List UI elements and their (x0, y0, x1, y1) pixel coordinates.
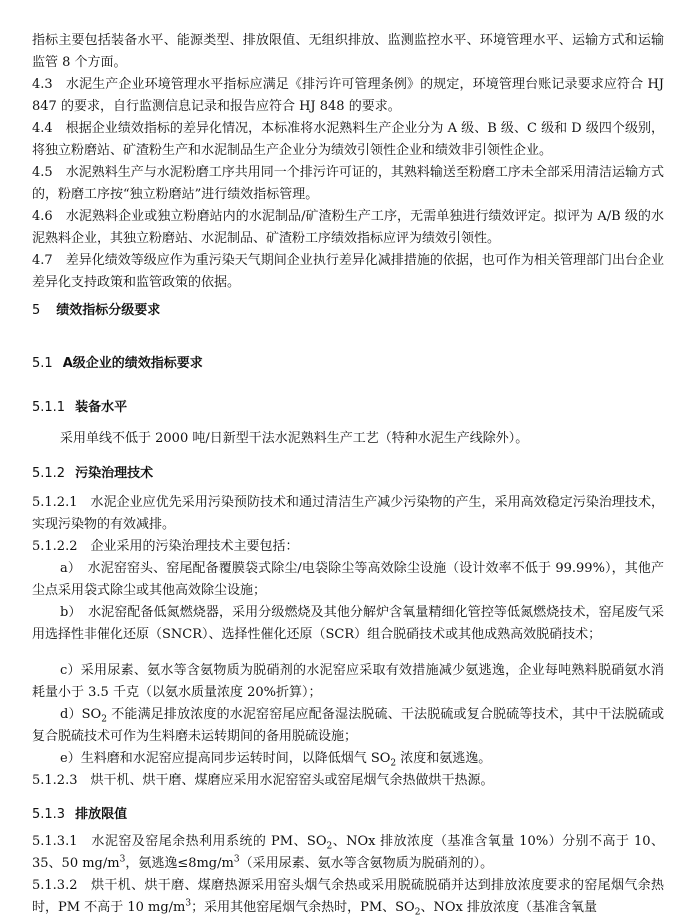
clause-4-3: 4.3 水泥生产企业环境管理水平指标应满足《排污许可管理条例》的规定，环境管理台账记录要求应符合 HJ 847 的要求，自行监测信息记录和报告应符合 HJ 848 的要求。 (32, 77, 664, 114)
item-e-text-1: e）生料磨和水泥窑应提高同步运转时间，以降低烟气 SO (60, 751, 391, 766)
section-title: 装备水平 (75, 400, 128, 415)
section-title: 绩效指标分级要求 (56, 303, 161, 318)
clause-5-1-3-2-text-3: 、NOx 排放浓度（基准含氧量 (420, 900, 597, 915)
clause-5-1-3-1-text-3: ，氨逃逸≤8mg/m (125, 856, 234, 871)
section-5-1-1-heading (32, 397, 127, 419)
item-e-subscript: 2 (390, 758, 397, 769)
clause-5-1-2-1: 5.1.2.1 水泥企业应优先采用污染预防技术和通过清洁生产减少污染物的产生，采用高效稳定污染治理技术，实现污染物的有效减排。 (32, 495, 664, 532)
clause-5-1-2-2: 5.1.2.2 企业采用的污染治理技术主要包括： (32, 539, 299, 554)
section-5-1-heading (32, 353, 203, 375)
clause-4-6: 4.6 水泥熟料企业或独立粉磨站内的水泥制品/矿渣粉生产工序，无需单独进行绩效评定。拟评为 A/B 级的水泥熟料企业，其独立粉磨站、水泥制品、矿渣粉工序绩效指标应评为绩效引领性。 (32, 209, 664, 246)
clause-4-7: 4.7 差异化绩效等级应作为重污染天气期间企业执行差异化减排措施的依据，也可作为相关管理部门出台企业差异化支持政策和监管政策的依据。 (32, 253, 664, 290)
clause-4-5: 4.5 水泥熟料生产与水泥粉磨工序共用同一个排污许可证的，其熟料输送至粉磨工序未全部采用清洁运输方式的，粉磨工序按“独立粉磨站”进行绩效指标管理。 (32, 165, 664, 202)
clause-5-1-3-2-subscript: 2 (414, 907, 421, 918)
item-c: c）采用尿素、氨水等含氨物质为脱硝剂的水泥窑应采取有效措施减少氨逃逸，企业每吨熟料脱硝氨水消耗量小于 3.5 千克（以氨水质量浓度 20%折算）； (32, 663, 664, 700)
clause-4-4: 4.4 根据企业绩效指标的差异化情况，本标准将水泥熟料生产企业分为 A 级、B 级、C 级和 D 级四个级别，将独立粉磨站、矿渣粉生产和水泥制品生产企业分为绩效引领性企业和绩效非引领性企业。 (32, 121, 664, 158)
clause-5-1-3-1-text-1: 5.1.3.1 水泥窑及窑尾余热利用系统的 PM、SO (32, 834, 327, 849)
clause-5-1-3-2-text-1: 5.1.3.2 烘干机、烘干磨、煤磨热源采用窑头烟气余热或采用脱硫脱硝并达到排放浓度要求的窑尾烟气余热时，PM 不高于 10 mg/m (32, 878, 664, 915)
section-number: 5.1.2 (32, 466, 66, 481)
section-number: 5.1.3 (32, 807, 66, 822)
clause-5-1-3-2-text-2: ；采用其他窑尾烟气余热时，PM、SO (191, 900, 415, 915)
clause-5-1-3-2-superscript: 3 (185, 898, 192, 909)
clause-5-1-3-1-subscript: 2 (326, 841, 333, 852)
section-number: 5 (32, 303, 41, 318)
item-d-text-2: 不能满足排放浓度的水泥窑窑尾应配备湿法脱硫、干法脱硫或复合脱硫等技术，其中干法脱硫或复合脱硫技术可作为生料磨未运转期间的备用脱硫设施； (32, 707, 664, 744)
section-number: 5.1.1 (32, 400, 66, 415)
clause-5-1-3-1-text-2: 、NOx 排放浓度（基准含氧量 10%）分别不高于 10、35、50 mg/m (32, 834, 664, 871)
section-title: 排放限值 (75, 807, 128, 822)
item-b: b） 水泥窑配备低氮燃烧器，采用分级燃烧及其他分解炉含氧量精细化管控等低氮燃烧技术，窑尾废气采用选择性非催化还原（SNCR）、选择性催化还原（SCR）组合脱硝技术或其他成熟高效脱硝技术； (32, 605, 664, 642)
section-title: A级企业的绩效指标要求 (62, 356, 203, 371)
item-d-text-1: d）SO (60, 707, 102, 722)
item-e-text-2: 浓度和氨逃逸。 (396, 751, 492, 766)
item-d (32, 704, 664, 748)
section-title: 污染治理技术 (75, 466, 154, 481)
item-a: a） 水泥窑窑头、窑尾配备覆膜袋式除尘/电袋除尘等高效除尘设施（设计效率不低于 99.99%），其他产尘点采用袋式除尘或其他高效除尘设施； (32, 561, 664, 598)
clause-5-1-3-1-superscript: 3 (119, 854, 126, 865)
section-5-1-3-heading (32, 804, 127, 826)
section-5-1-2-heading (32, 463, 153, 485)
clause-5-1-2-3: 5.1.2.3 烘干机、烘干磨、煤磨应采用水泥窑窑头或窑尾烟气余热做烘干热源。 (32, 773, 494, 788)
section-5-heading (32, 300, 160, 322)
clause-5-1-3-1-text-4: （采用尿素、氨水等含氨物质为脱硝剂的）。 (239, 856, 494, 871)
section-number: 5.1 (32, 356, 53, 371)
paragraph-4-2-continued: 指标主要包括装备水平、能源类型、排放限值、无组织排放、监测监控水平、环境管理水平、运输方式和运输监管 8 个方面。 (32, 33, 664, 70)
item-d-subscript: 2 (101, 714, 107, 725)
clause-5-1-3-1-superscript-2: 3 (233, 854, 240, 865)
clause-5-1-3-1 (32, 831, 664, 875)
clause-5-1-3-2 (32, 875, 664, 919)
clause-5-1-1-text: 采用单线不低于 2000 吨/日新型干法水泥熟料生产工艺（特种水泥生产线除外）。 (60, 431, 529, 446)
item-e (32, 748, 664, 770)
